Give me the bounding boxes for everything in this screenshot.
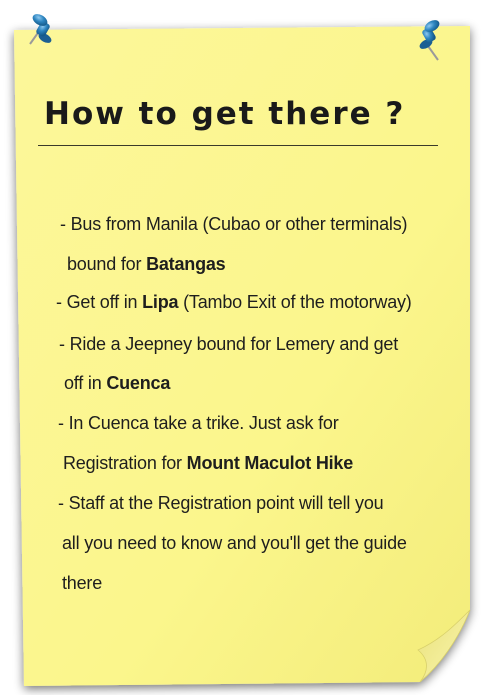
note-heading: How to get there ? [44, 96, 406, 132]
directions-line: - Get off in Lipa (Tambo Exit of the motorway) [56, 292, 412, 312]
heading-underline [38, 145, 438, 146]
directions-line: - In Cuenca take a trike. Just ask for [58, 413, 339, 433]
directions-line: - Bus from Manila (Cubao or other terminals) [60, 214, 408, 234]
directions-line: Registration for Mount Maculot Hike [63, 453, 354, 473]
directions-line: bound for Batangas [67, 254, 226, 274]
directions-line: there [62, 573, 103, 593]
directions-line: all you need to know and you'll get the guide [62, 533, 407, 553]
directions-line: off in Cuenca [64, 373, 171, 393]
directions-line: - Ride a Jeepney bound for Lemery and get [59, 334, 399, 354]
left-pushpin-icon [30, 12, 53, 45]
directions-line: - Staff at the Registration point will tell you [58, 493, 384, 513]
